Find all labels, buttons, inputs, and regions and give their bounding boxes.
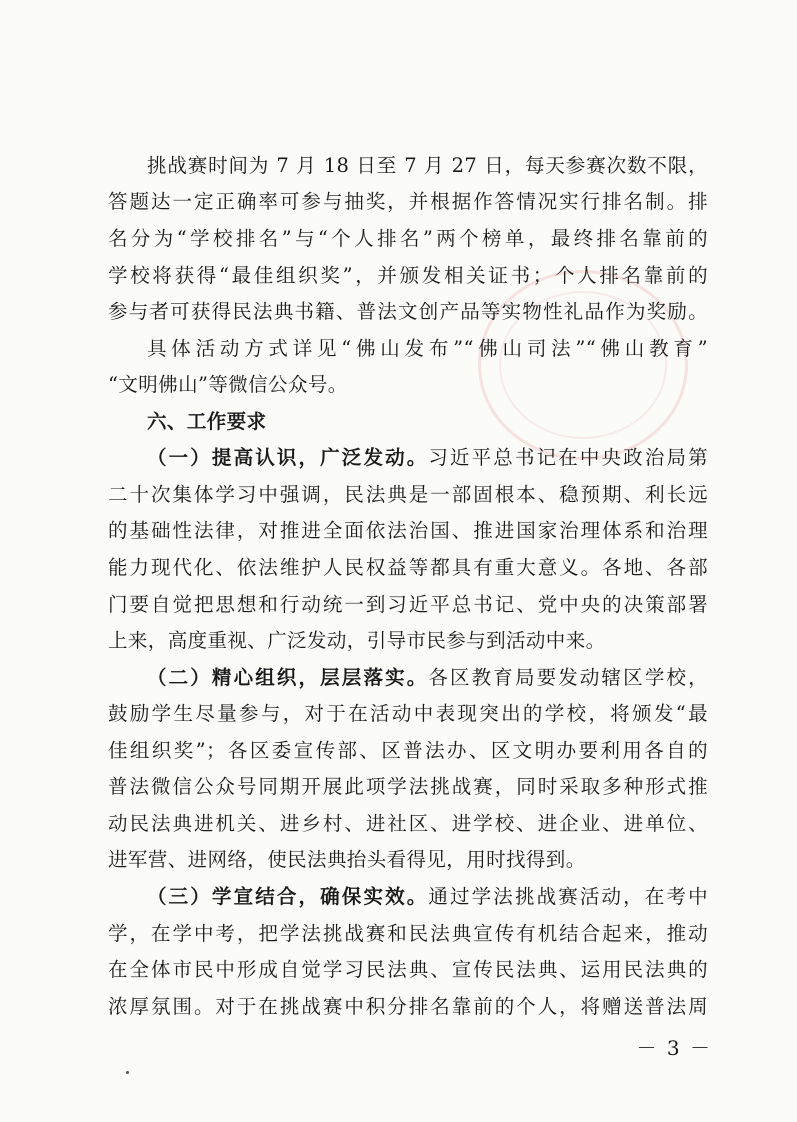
- subsection-title: （一）提高认识，广泛发动。: [147, 446, 429, 469]
- paragraph-text: 通过学法挑战赛活动，在考中: [428, 885, 709, 908]
- paragraph-line: 答题达一定正确率可参与抽奖，并根据作答情况实行排名制。排: [108, 190, 708, 213]
- paragraph-line: 普法微信公众号同期开展此项学法挑战赛，同时采取多种形式推: [108, 775, 708, 798]
- paragraph-line: 上来，高度重视、广泛发动，引导市民参与到活动中来。: [108, 629, 606, 652]
- page-number: － 3 －: [636, 1036, 712, 1060]
- paragraph-line: 佳组织奖”；各区委宣传部、区普法办、区文明办要利用各自的: [108, 739, 708, 762]
- paragraph-line: 学校将获得“最佳组织奖”，并颁发相关证书；个人排名靠前的: [108, 264, 708, 287]
- paragraph-line: 动民法典进机关、进乡村、进社区、进学校、进企业、进单位、: [108, 812, 708, 835]
- paragraph-line: 进军营、进网络，使民法典抬头看得见，用时找得到。: [108, 848, 586, 871]
- subsection-title: （二）精心组织，层层落实。: [147, 666, 429, 689]
- subsection-title: （三）学宣结合，确保实效。: [147, 885, 429, 908]
- paragraph-line: 的基础性法律，对推进全面依法治国、推进国家治理体系和治理: [108, 519, 708, 542]
- paragraph-line: 学，在学中考，把学法挑战赛和民法典宣传有机结合起来，推动: [108, 922, 708, 945]
- paragraph-line: [108, 660, 708, 696]
- paragraph-line: 门要自觉把思想和行动统一到习近平总书记、党中央的决策部署: [108, 593, 708, 616]
- paragraph-line: 具体活动方式详见“佛山发布”“佛山司法”“佛山教育”: [147, 337, 708, 360]
- paragraph-line: [108, 440, 708, 476]
- paragraph-line: 名分为“学校排名”与“个人排名”两个榜单，最终排名靠前的: [108, 227, 708, 250]
- paragraph-line: 参与者可获得民法典书籍、普法文创产品等实物性礼品作为奖励。: [108, 300, 708, 323]
- scan-speck: [126, 1071, 129, 1074]
- paragraph-line: [108, 879, 708, 915]
- paragraph-line: 二十次集体学习中强调，民法典是一部固根本、稳预期、利长远: [108, 483, 708, 506]
- paragraph-line: “文明佛山”等微信公众号。: [108, 373, 348, 396]
- section-heading: 六、工作要求: [147, 410, 267, 433]
- paragraph-line: 浓厚氛围。对于在挑战赛中积分排名靠前的个人，将赠送普法周: [108, 995, 708, 1018]
- paragraph-line: 鼓励学生尽量参与，对于在活动中表现突出的学校，将颁发“最: [108, 702, 708, 725]
- paragraph-text: 习近平总书记在中央政治局第: [428, 446, 709, 469]
- paragraph-text: 各区教育局要发动辖区学校，: [428, 666, 709, 689]
- paragraph-line: 在全体市民中形成自觉学习民法典、宣传民法典、运用民法典的: [108, 958, 708, 981]
- paragraph-line: 挑战赛时间为 7 月 18 日至 7 月 27 日，每天参赛次数不限，: [147, 154, 708, 177]
- paragraph-line: 能力现代化、依法维护人民权益等都具有重大意义。各地、各部: [108, 556, 708, 579]
